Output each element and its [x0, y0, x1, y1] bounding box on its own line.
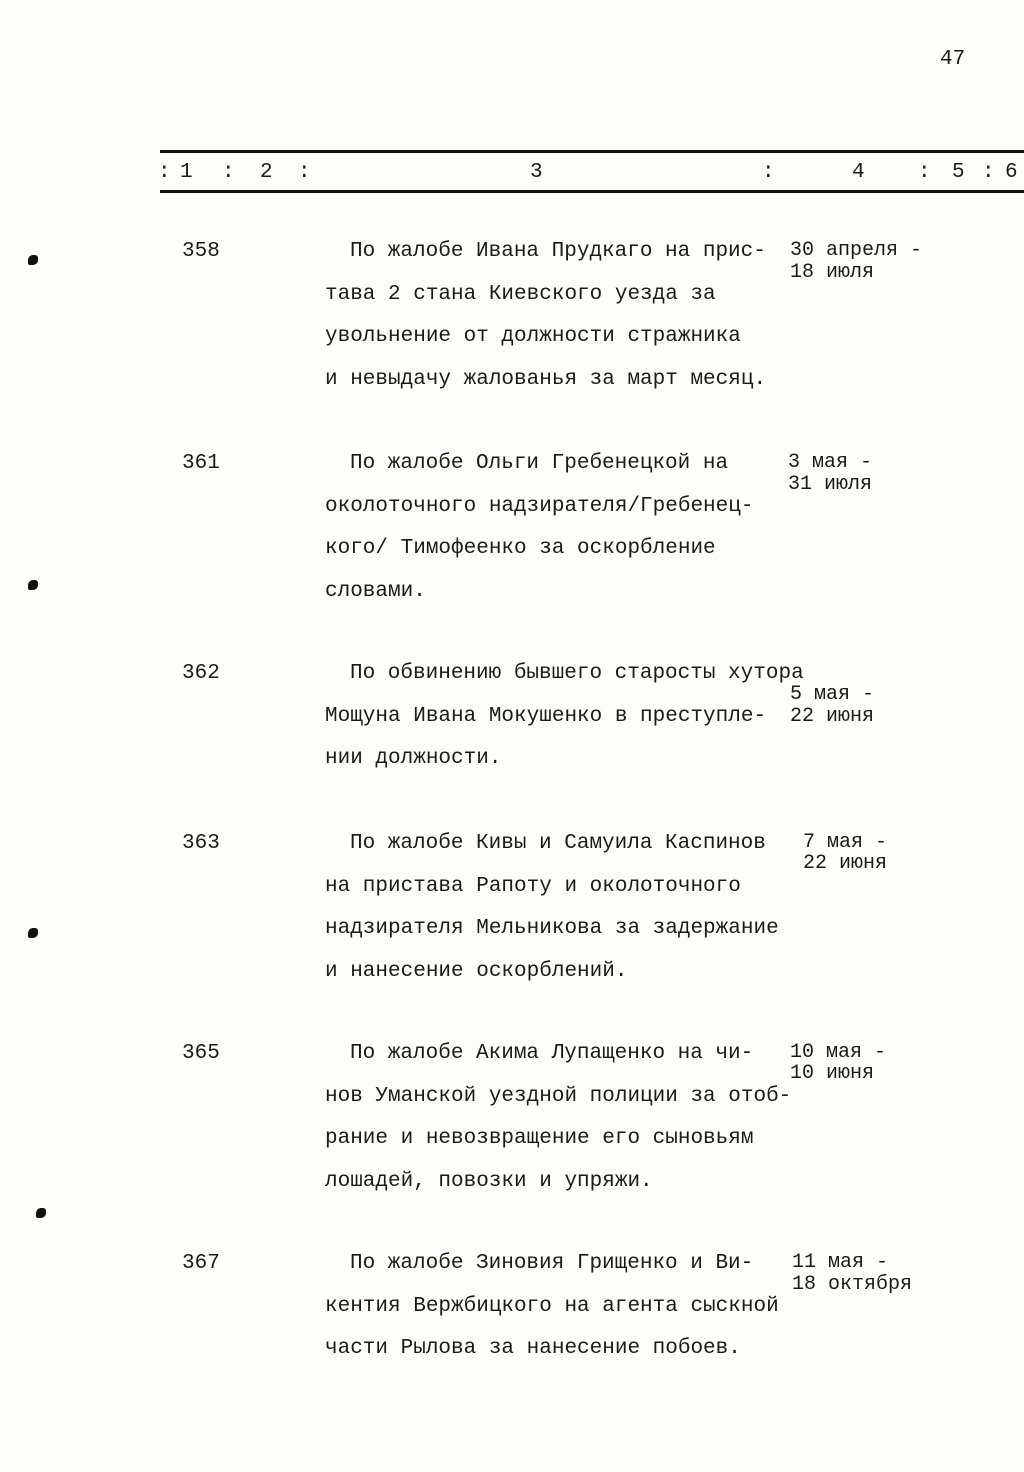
entry-number: 361 — [182, 452, 220, 475]
entry-date-from: 5 мая - — [790, 683, 875, 706]
entry-description-line: тава 2 стана Киевского уезда за — [325, 282, 716, 306]
entry-description-line: кого/ Тимофеенко за оскорбление — [325, 537, 716, 560]
column-number: 3 — [530, 161, 543, 184]
entry-description-line: части Рылова за нанесение побоев. — [325, 1337, 741, 1360]
column-separator: : — [918, 161, 931, 184]
entry-date-from: 30 апреля - — [790, 239, 923, 262]
column-separator: : — [222, 161, 235, 184]
column-separator: : — [762, 161, 775, 184]
entry-description-line: По жалобе Ольги Гребенецкой на — [350, 452, 729, 475]
entry-description-line: По обвинению бывшего старосты хутора — [350, 662, 804, 685]
entry-date-from: 3 мая - — [788, 451, 873, 474]
entry-number: 363 — [182, 832, 220, 855]
entry-description-line: и невыдачу жалованья за март месяц. — [325, 367, 767, 391]
table-top-rule — [160, 150, 1024, 153]
entry-description-line: По жалобе Ивана Прудкаго на прис- — [350, 240, 766, 263]
entry-description-line: и нанесение оскорблений. — [325, 959, 628, 983]
entry-description-line: По жалобе Кивы и Самуила Каспинов — [350, 832, 766, 855]
entry-description-line: околоточного надзирателя/Гребенец- — [325, 494, 754, 518]
entry-description-line: на пристава Рапоту и околоточного — [325, 874, 741, 898]
entry-description-line: рание и невозвращение его сыновьям — [325, 1127, 754, 1150]
entry-number: 362 — [182, 662, 220, 685]
entry-description-line: надзирателя Мельникова за задержание — [325, 917, 779, 940]
punch-hole-mark — [28, 928, 38, 938]
punch-hole-mark — [36, 1208, 46, 1218]
table-header-rule — [160, 190, 1024, 193]
entry-date-to: 22 июня — [790, 705, 875, 728]
entry-description-line: По жалобе Акима Лупащенко на чи- — [350, 1042, 754, 1065]
punch-hole-mark — [28, 580, 38, 590]
column-separator: : — [298, 161, 311, 184]
page-number: 47 — [940, 48, 966, 71]
entry-date-to: 18 июля — [790, 261, 875, 284]
column-separator: : — [982, 161, 995, 184]
entry-date-from: 11 мая - — [792, 1251, 889, 1274]
entry-description-line: нии должности. — [325, 747, 502, 770]
entry-date-to: 10 июня — [790, 1062, 875, 1085]
entry-number: 365 — [182, 1042, 220, 1065]
entry-number: 367 — [182, 1252, 220, 1275]
entry-description-line: увольнение от должности стражника — [325, 325, 741, 348]
entry-description-line: нов Уманской уездной полиции за отоб- — [325, 1084, 792, 1108]
entry-date-to: 22 июня — [803, 852, 888, 875]
column-number: 6 — [1005, 161, 1018, 184]
entry-date-from: 10 мая - — [790, 1041, 887, 1064]
column-number: 2 — [260, 161, 273, 184]
column-number: 4 — [852, 161, 865, 184]
entry-description-line: кентия Вержбицкого на агента сыскной — [325, 1294, 779, 1318]
entry-description-line: лошадей, повозки и упряжи. — [325, 1169, 653, 1193]
entry-date-to: 31 июля — [788, 473, 873, 496]
column-separator: : — [158, 161, 171, 184]
entry-description-line: Мощуна Ивана Мокушенко в преступле- — [325, 704, 767, 728]
entry-date-to: 18 октября — [792, 1273, 913, 1296]
entry-description-line: словами. — [325, 579, 426, 603]
entry-number: 358 — [182, 240, 220, 263]
entry-date-from: 7 мая - — [803, 831, 888, 854]
entry-description-line: По жалобе Зиновия Грищенко и Ви- — [350, 1252, 754, 1275]
column-number: 1 — [180, 161, 193, 184]
column-number: 5 — [952, 161, 965, 184]
punch-hole-mark — [28, 255, 38, 265]
